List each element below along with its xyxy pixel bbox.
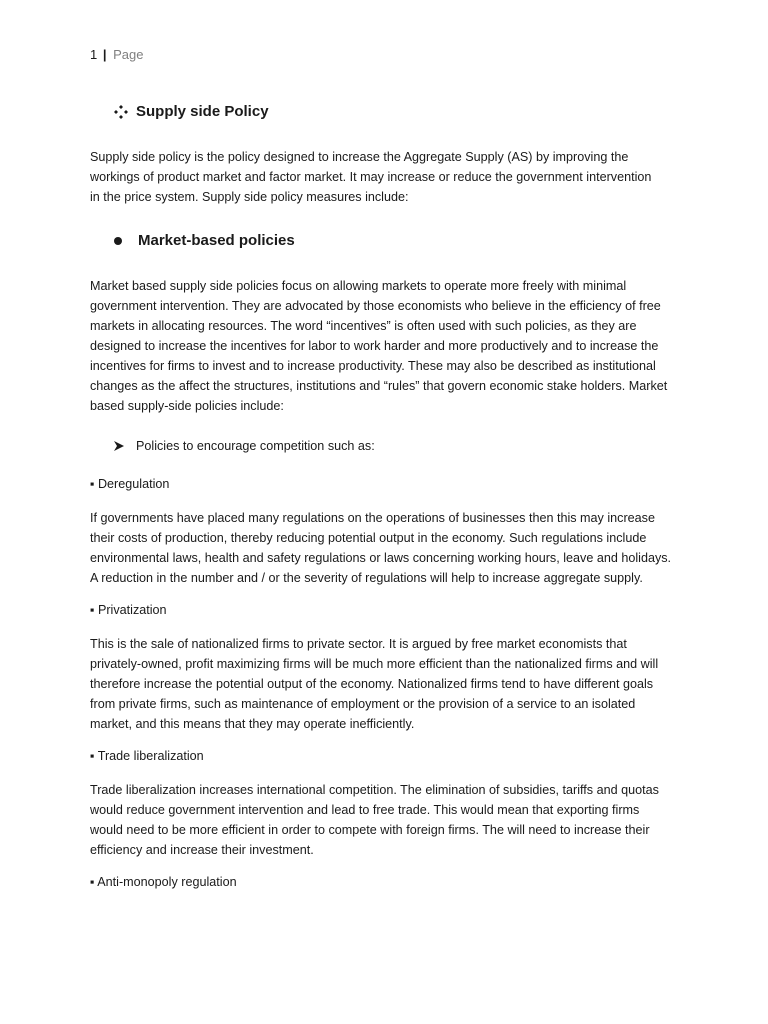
market-line: based supply-side policies include: [90,399,284,413]
privatization-title: ▪ Privatization [90,603,167,617]
arrow-bullet-icon [114,441,124,451]
subsection-heading [114,232,295,249]
privatization-line: market, and this means that they may operate inefficiently. [90,717,415,731]
trade-line: Trade liberalization increases international competition. The elimination of subsidies, tariffs and quotas [90,783,659,797]
trade-line: would reduce government intervention and lead to free trade. This would mean that exporting firms [90,803,640,817]
market-line: designed to increase the incentives for labor to work harder and more productively and to increase the [90,339,659,353]
intro-line: in the price system. Supply side policy measures include: [90,190,409,204]
trade-line: would need to be more efficient in order to compete with foreign firms. The will need to increase their [90,823,650,837]
privatization-line: therefore increase the potential output of the economy. Nationalized firms tend to have different goals [90,677,654,691]
section-heading-text: Supply side Policy [136,103,269,120]
deregulation-line: If governments have placed many regulations on the operations of businesses then this may increase [90,511,655,525]
market-line: Market based supply side policies focus on allowing markets to operate more freely with minimal [90,279,627,293]
market-line: incentives for firms to invest and to increase productivity. These may also be described as institutional [90,359,656,373]
page-number-label: Page [113,47,144,62]
arrow-list-text: Policies to encourage competition such as: [136,439,375,453]
deregulation-line: A reduction in the number and / or the severity of regulations will help to increase aggregate supply. [90,571,643,585]
market-line: government intervention. They are advocated by those economists who believe in the efficiency of free [90,299,661,313]
privatization-paragraph [90,634,680,734]
deregulation-paragraph [90,508,680,588]
page-number-separator: | [102,47,107,62]
market-paragraph [90,276,680,416]
deregulation-title: ▪ Deregulation [90,477,170,491]
privatization-line: This is the sale of nationalized firms to private sector. It is argued by free market economists that [90,637,627,651]
trade-title: ▪ Trade liberalization [90,749,204,763]
subsection-heading-text: Market-based policies [138,232,295,249]
arrow-list-item [114,436,375,456]
trade-line: efficiency and increase their investment. [90,843,314,857]
intro-paragraph [90,147,680,207]
round-bullet-icon [114,237,122,245]
privatization-line: from private firms, such as maintenance of employment or the provision of a service to an isolated [90,697,636,711]
deregulation-line: their costs of production, thereby reducing potential output in the economy. Such regulations include [90,531,647,545]
diamond-bullet-icon [114,105,128,119]
trade-paragraph [90,780,680,860]
page-number-value: 1 [90,47,98,62]
section-heading [114,103,269,120]
privatization-line: privately-owned, profit maximizing firms will be much more efficient than the nationalized firms and will [90,657,659,671]
intro-line: workings of product market and factor market. It may increase or reduce the government intervention [90,170,652,184]
anti-monopoly-title: ▪ Anti-monopoly regulation [90,875,237,889]
deregulation-line: environmental laws, health and safety regulations or laws concerning working hours, leave and holidays. [90,551,672,565]
page-number [90,47,144,62]
market-line: changes as the affect the structures, institutions and “rules” that govern economic stake holders. Market [90,379,668,393]
market-line: markets in allocating resources. The word “incentives” is often used with such policies, as they are [90,319,637,333]
intro-line: Supply side policy is the policy designed to increase the Aggregate Supply (AS) by improving the [90,150,629,164]
